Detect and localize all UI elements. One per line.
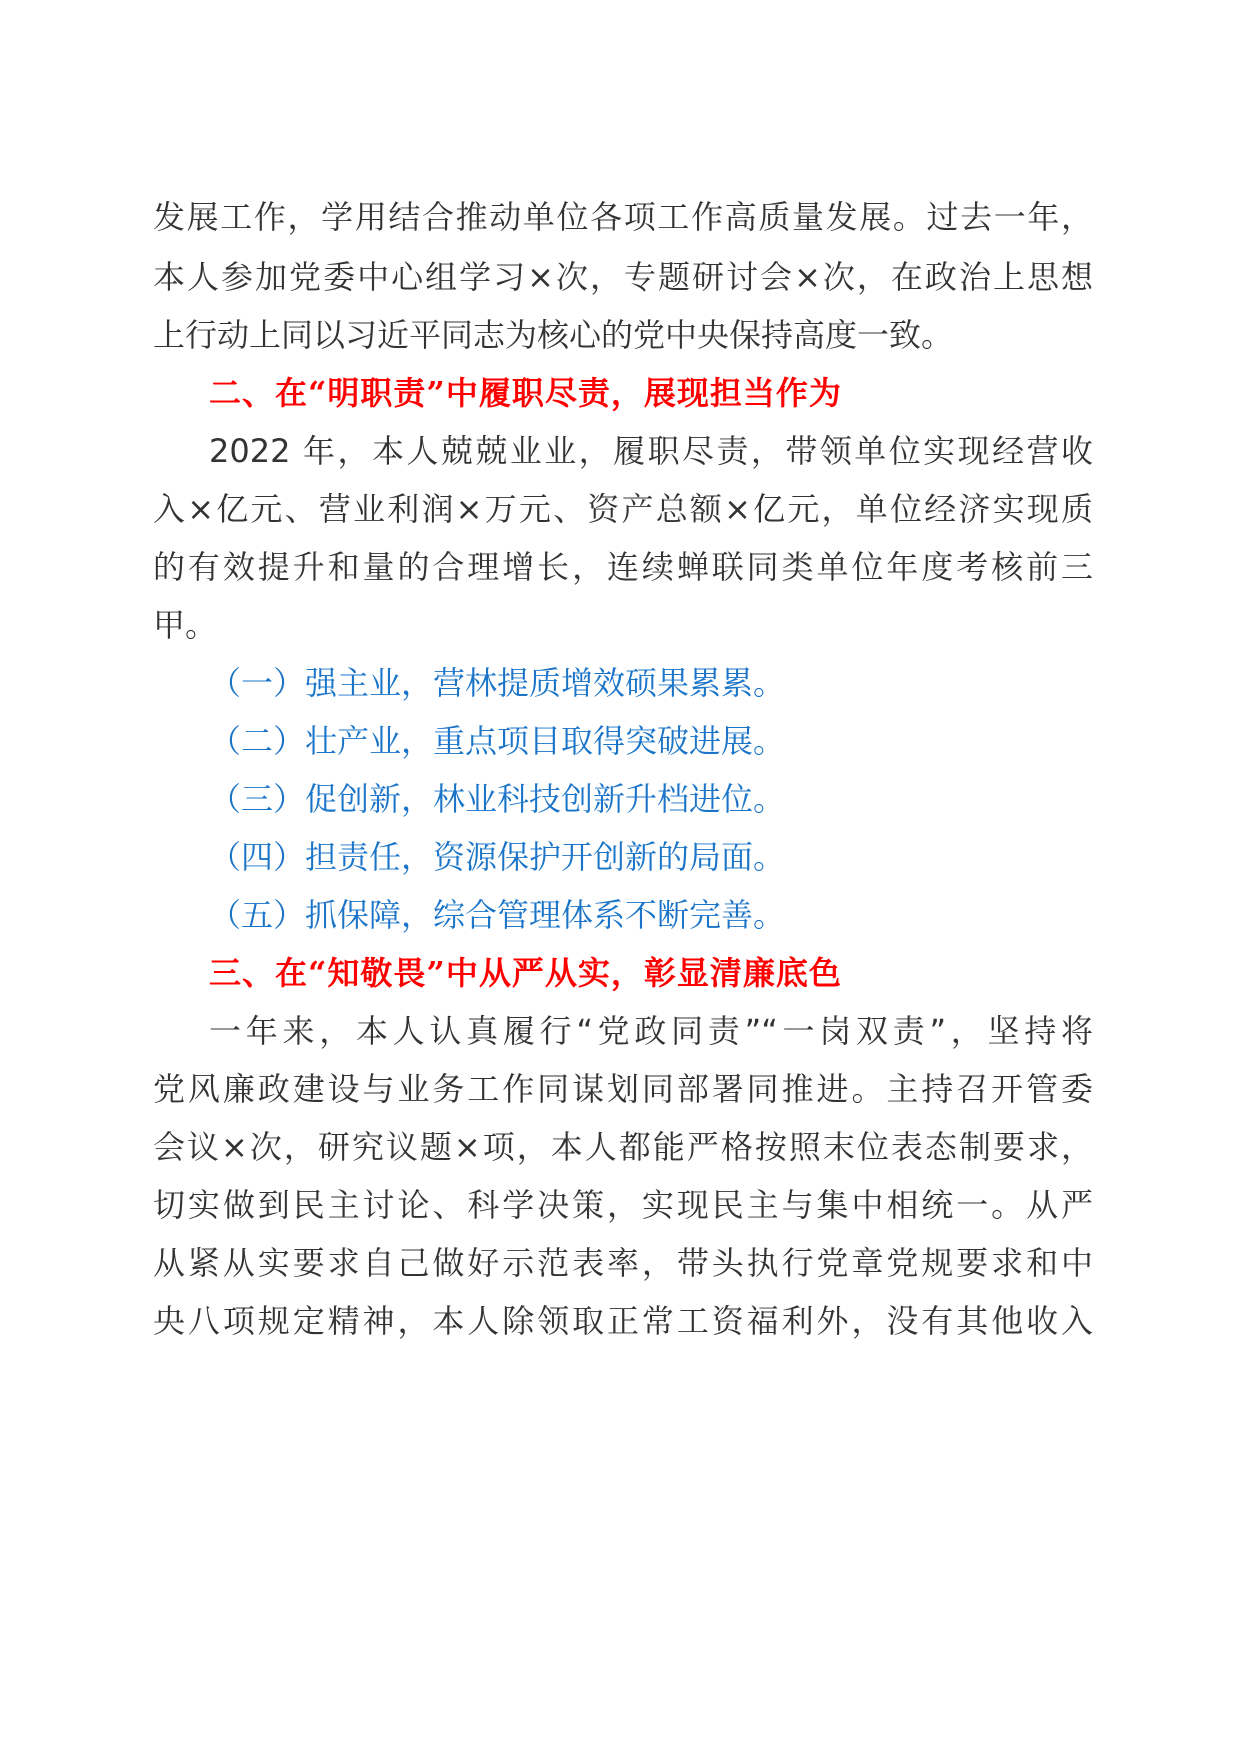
paragraph-line: 从紧从实要求自己做好示范表率，带头执行党章党规要求和中 (153, 1244, 1093, 1282)
paragraph-line: 入×亿元、营业利润×万元、资产总额×亿元，单位经济实现质 (153, 490, 1093, 528)
subheading-3: （三）促创新，林业科技创新升档进位。 (209, 780, 786, 818)
subheading-5: （五）抓保障，综合管理体系不断完善。 (209, 896, 786, 934)
subheading-1: （一）强主业，营林提质增效硕果累累。 (209, 664, 786, 702)
paragraph-line: 央八项规定精神，本人除领取正常工资福利外，没有其他收入 (153, 1302, 1093, 1340)
subheading-4: （四）担责任，资源保护开创新的局面。 (209, 838, 786, 876)
paragraph-line: 的有效提升和量的合理增长，连续蝉联同类单位年度考核前三 (153, 548, 1093, 586)
paragraph-line: 甲。 (153, 606, 218, 644)
section-heading-2: 二、在“明职责”中履职尽责，展现担当作为 (209, 374, 842, 412)
paragraph-line: 切实做到民主讨论、科学决策，实现民主与集中相统一。从严 (153, 1186, 1093, 1224)
paragraph-line: 上行动上同以习近平同志为核心的党中央保持高度一致。 (153, 316, 954, 354)
paragraph-line: 一年来，本人认真履行“党政同责”“一岗双责”，坚持将 (209, 1012, 1093, 1050)
paragraph-line: 党风廉政建设与业务工作同谋划同部署同推进。主持召开管委 (153, 1070, 1093, 1108)
section-heading-3: 三、在“知敬畏”中从严从实，彰显清廉底色 (209, 954, 842, 992)
subheading-2: （二）壮产业，重点项目取得突破进展。 (209, 722, 786, 760)
paragraph-line: 发展工作，学用结合推动单位各项工作高质量发展。过去一年， (153, 198, 1093, 236)
paragraph-line: 本人参加党委中心组学习×次，专题研讨会×次，在政治上思想 (153, 258, 1093, 296)
paragraph-line: 会议×次，研究议题×项，本人都能严格按照末位表态制要求， (153, 1128, 1093, 1166)
paragraph-line: 2022 年，本人兢兢业业，履职尽责，带领单位实现经营收 (209, 432, 1093, 470)
